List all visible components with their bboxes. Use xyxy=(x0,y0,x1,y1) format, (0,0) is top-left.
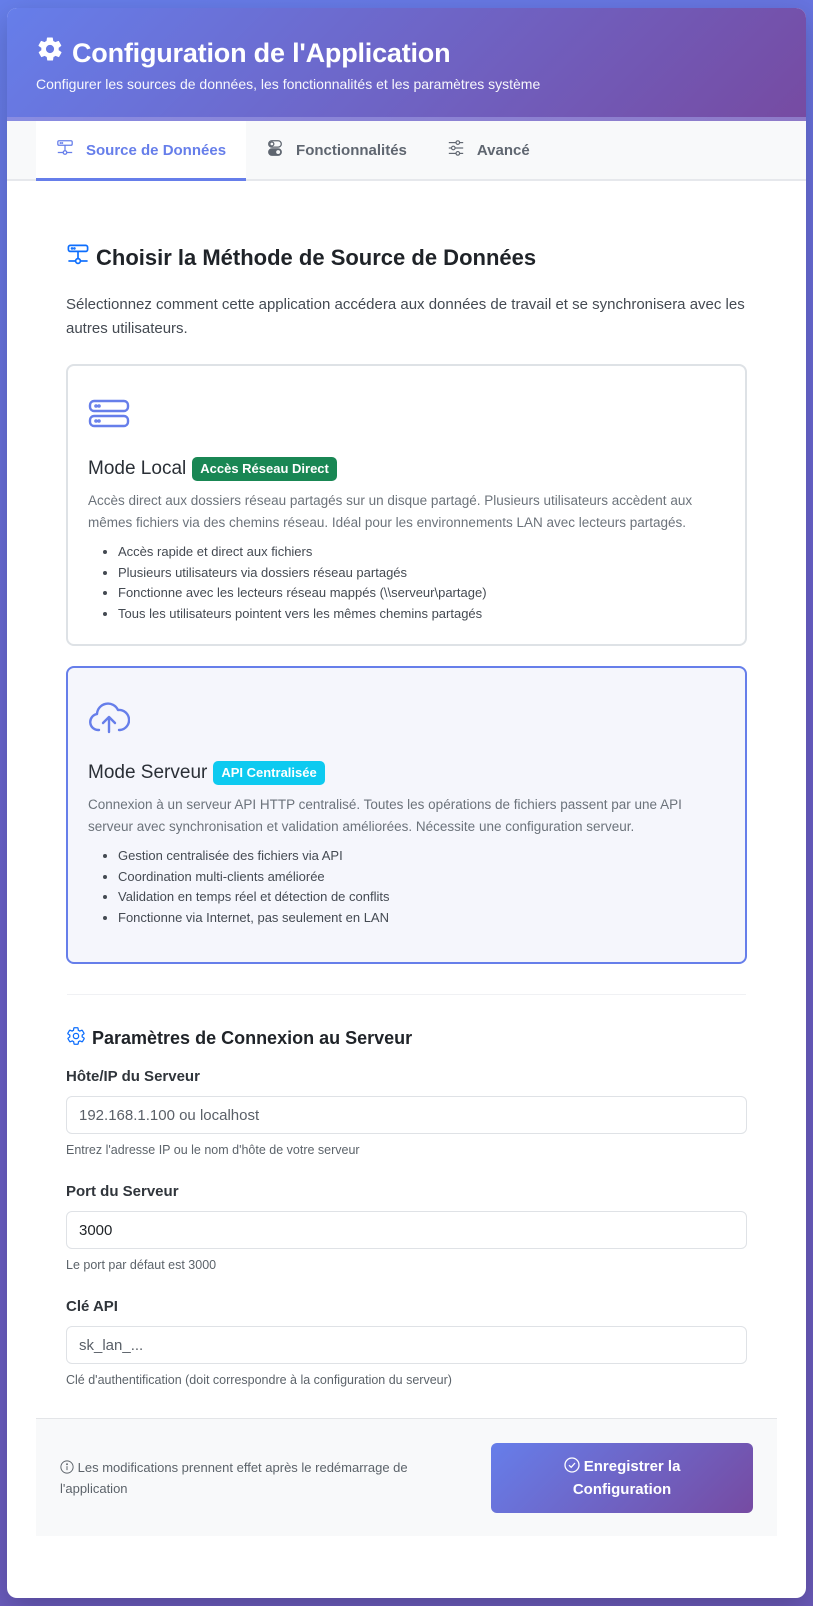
sub-title-text: Paramètres de Connexion au Serveur xyxy=(92,1028,413,1048)
tab-advanced[interactable] xyxy=(427,121,550,179)
list-item: • Validation en temps réel et détection de conflits xyxy=(118,887,725,908)
port-help: Le port par défaut est 3000 xyxy=(66,1258,217,1272)
section-title-text: Choisir la Méthode de Source de Données xyxy=(96,245,537,270)
status-badge: API Centralisée xyxy=(213,761,324,785)
list-item: • Gestion centralisée des fichiers via API xyxy=(118,846,725,867)
config-window xyxy=(7,8,806,1598)
page-subtitle: Configurer les sources de données, les fonctionnalités et les paramètres système xyxy=(36,76,541,92)
tab-label: Source de Données xyxy=(86,141,227,159)
mode-local-card[interactable] xyxy=(66,364,747,646)
server-settings xyxy=(7,1026,806,1387)
list-item: • Fonctionne avec les lecteurs réseau mappés (\\serveur\partage) xyxy=(118,583,725,604)
api-key-label: Clé API xyxy=(66,1298,118,1315)
tab-data-source[interactable] xyxy=(36,121,246,179)
card-description: Connexion à un serveur API HTTP centralisé. Toutes les opérations de fichiers passent par une API serveur avec synchronisation et validation améliorées. Nécessite une configuration serveur. xyxy=(88,797,682,834)
gear-icon xyxy=(36,35,64,70)
server-icon xyxy=(88,394,725,441)
status-badge: Accès Réseau Direct xyxy=(192,457,337,481)
card-header xyxy=(88,761,725,785)
card-description: Accès direct aux dossiers réseau partagés sur un disque partagé. Plusieurs utilisateurs accèdent aux mêmes fichiers via des chemins réseau. Idéal pour les environnements LAN avec lecteurs partagés. xyxy=(88,493,693,530)
section-title xyxy=(66,243,747,273)
card-title: Mode Local xyxy=(88,458,187,479)
mode-server-card[interactable] xyxy=(66,666,747,964)
list-item: • Coordination multi-clients améliorée xyxy=(118,867,725,888)
server-settings-title xyxy=(66,1026,747,1051)
list-item: • Accès rapide et direct aux fichiers xyxy=(118,542,725,563)
page-title xyxy=(36,35,777,70)
cloud-upload-icon xyxy=(88,698,725,745)
toggles-icon xyxy=(266,139,284,161)
tab-bar xyxy=(7,121,806,181)
tab-features[interactable] xyxy=(246,121,427,179)
note-text: Les modifications prennent effet après le redémarrage de l'application xyxy=(60,1459,408,1496)
host-input[interactable] xyxy=(66,1096,747,1134)
tab-label: Avancé xyxy=(476,141,530,159)
tab-label: Fonctionnalités xyxy=(296,141,407,159)
list-item: • Tous les utilisateurs pointent vers les mêmes chemins partagés xyxy=(118,604,725,625)
title-text: Configuration de l'Application xyxy=(72,37,451,68)
data-source-icon xyxy=(56,139,74,161)
feature-list xyxy=(88,846,725,928)
check-circle-icon xyxy=(564,1458,584,1475)
list-item: • Fonctionne via Internet, pas seulement en LAN xyxy=(118,908,725,929)
host-label: Hôte/IP du Serveur xyxy=(66,1068,200,1085)
restart-note xyxy=(60,1457,440,1499)
save-label: Enregistrer la Configuration xyxy=(572,1457,681,1498)
divider xyxy=(67,994,746,995)
section-description: Sélectionnez comment cette application accédera aux données de travail et se synchronisera avec les autres utilisateurs. xyxy=(66,296,745,337)
api-key-input[interactable] xyxy=(66,1326,747,1364)
sliders-icon xyxy=(447,139,465,161)
api-key-help: Clé d'authentification (doit correspondre à la configuration du serveur) xyxy=(66,1373,452,1387)
info-icon xyxy=(60,1460,78,1475)
gear-outline-icon xyxy=(66,1026,86,1051)
port-input[interactable] xyxy=(66,1211,747,1249)
header xyxy=(7,8,806,121)
tab-content xyxy=(7,243,806,964)
port-label: Port du Serveur xyxy=(66,1183,179,1200)
data-source-icon xyxy=(66,243,90,273)
card-header xyxy=(88,457,725,481)
save-configuration-button[interactable] xyxy=(491,1443,753,1513)
host-help: Entrez l'adresse IP ou le nom d'hôte de votre serveur xyxy=(66,1143,360,1157)
feature-list xyxy=(88,542,725,624)
card-title: Mode Serveur xyxy=(88,762,208,783)
list-item: • Plusieurs utilisateurs via dossiers réseau partagés xyxy=(118,563,725,584)
footer xyxy=(36,1418,777,1536)
